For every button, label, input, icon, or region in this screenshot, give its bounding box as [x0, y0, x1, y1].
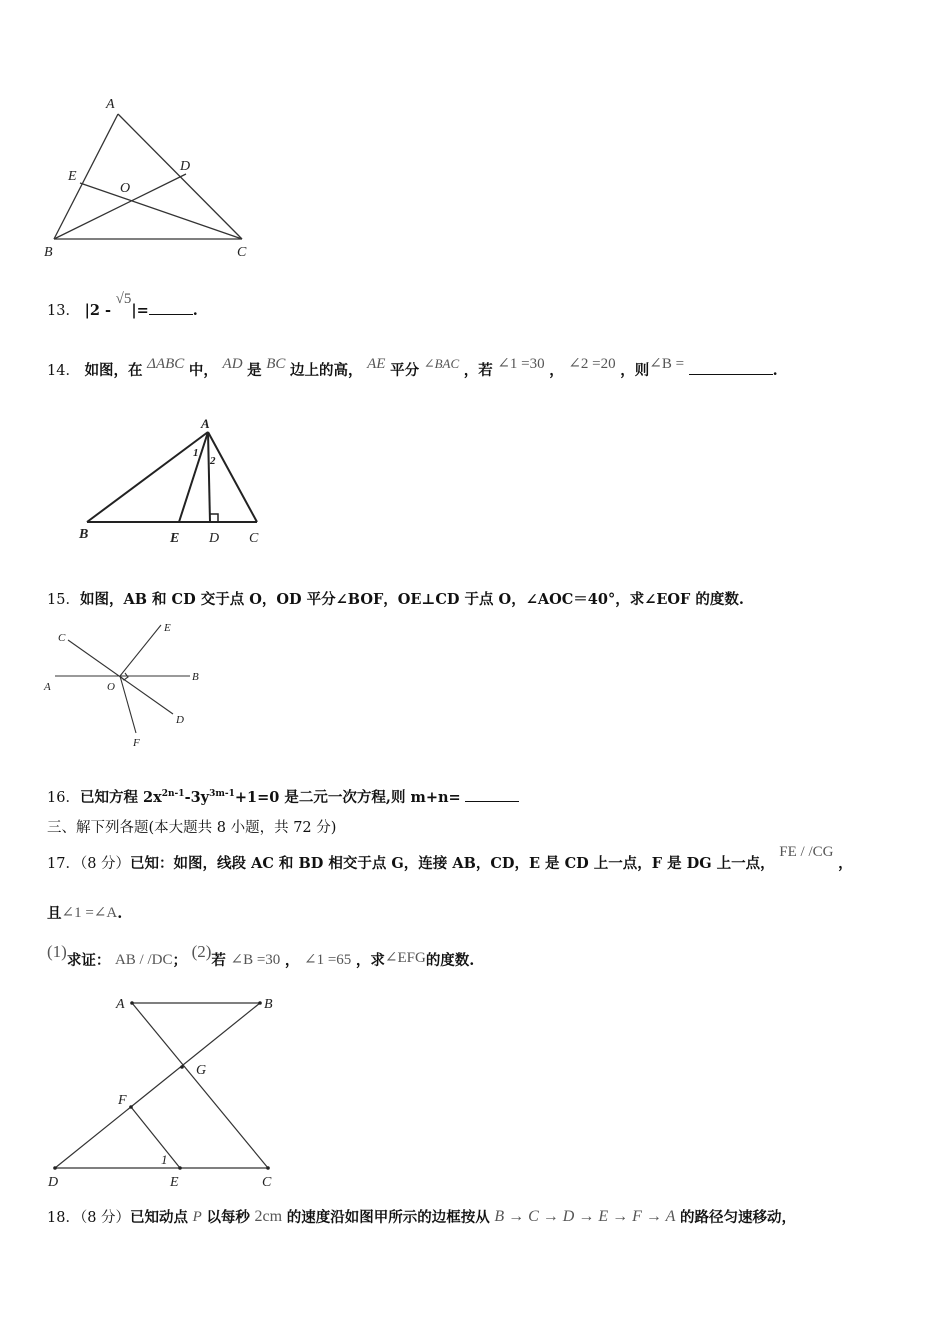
- q13-text-post: |=: [131, 302, 149, 319]
- q17-m2: ∠1 =∠A: [61, 905, 118, 921]
- q14-t7: ，: [549, 362, 564, 379]
- question-17-line-3: [47, 942, 475, 971]
- label-C: C: [237, 245, 247, 260]
- q18-m2: 2cm: [254, 1208, 283, 1225]
- q17-c2: ，: [284, 952, 300, 969]
- section-3-text: 三、解下列各题(本大题共 8 小题，共 72 分): [47, 820, 337, 836]
- label-G: G: [196, 1063, 207, 1078]
- q14-answer-blank[interactable]: [689, 360, 773, 375]
- q17-p2: (2): [191, 942, 212, 961]
- q13-number: 13．: [47, 303, 80, 319]
- question-16: [47, 784, 519, 808]
- q17-m3: AB / /DC: [114, 952, 173, 968]
- q15-text: 如图，AB 和 CD 交于点 O，OD 平分∠BOF，OE⊥CD 于点 O，∠AOC＝40°，求∠EOF 的度数.: [79, 591, 744, 608]
- q17-t6: 的度数.: [425, 952, 475, 969]
- label-B: B: [264, 997, 273, 1012]
- q14-number: 14．: [47, 363, 80, 379]
- q15-number: 15．: [47, 592, 80, 608]
- q14-t1: 如图，在: [84, 362, 143, 379]
- label-C: C: [58, 632, 66, 644]
- question-17-line-2: [47, 904, 122, 924]
- q18-number: 18．: [47, 1210, 80, 1226]
- question-18: [47, 1208, 796, 1228]
- figure-ab-parallel-dc: [40, 990, 290, 1190]
- q17-t1: 已知：如图，线段 AC 和 BD 相交于点 G，连接 AB，CD，E 是 CD 上一点，F 是 DG 上一点，: [130, 855, 775, 872]
- label-O: O: [120, 181, 131, 196]
- label-F: F: [133, 737, 140, 749]
- label-B: B: [79, 527, 89, 542]
- q14-m5: ∠BAC: [423, 356, 460, 371]
- label-B: B: [192, 671, 199, 683]
- label-1: 1: [161, 1152, 168, 1167]
- label-2: 2: [210, 455, 216, 467]
- q17-m5: ∠1 =65: [304, 952, 352, 968]
- q18-t1: 已知动点: [130, 1209, 189, 1226]
- q14-m6: ∠1 =30: [497, 356, 545, 372]
- label-E: E: [164, 622, 171, 634]
- q17-semi: ；: [172, 952, 187, 969]
- q14-m1: ΔABC: [147, 356, 185, 372]
- q16-t3: +1=0 是二元一次方程,则 m+n=: [234, 788, 461, 806]
- q14-m8: ∠B =: [649, 356, 685, 372]
- label-E: E: [68, 169, 77, 184]
- label-O: O: [107, 681, 115, 693]
- q17-number: 17．: [47, 856, 80, 872]
- q14-period: .: [772, 362, 778, 379]
- figure-intersecting-lines: [40, 615, 220, 755]
- label-F: F: [118, 1093, 127, 1108]
- question-15: [47, 590, 744, 610]
- label-D: D: [176, 714, 184, 726]
- question-13: [47, 291, 198, 321]
- q17-t5: ，求: [355, 952, 385, 969]
- q14-t2: 中，: [188, 362, 218, 379]
- label-D: D: [180, 159, 191, 174]
- q13-period: .: [192, 302, 198, 319]
- question-14: [47, 356, 778, 381]
- question-17-line-1: [47, 844, 853, 874]
- label-D: D: [209, 531, 220, 546]
- label-1: 1: [193, 447, 199, 459]
- q17-score: （8 分）: [79, 856, 131, 872]
- q18-t2: 以每秒: [206, 1209, 250, 1226]
- q13-text-pre: |2 -: [84, 302, 111, 319]
- label-A: A: [116, 997, 125, 1012]
- label-E: E: [170, 531, 180, 546]
- q14-t8: ，则: [620, 362, 650, 379]
- q14-t3: 是: [247, 362, 262, 379]
- q18-t4: 的路径匀速移动，: [679, 1209, 796, 1226]
- q17-comma: ，: [838, 855, 853, 872]
- q13-answer-blank[interactable]: [149, 300, 193, 315]
- q17-t2: 且: [47, 905, 62, 922]
- label-B: B: [44, 245, 53, 260]
- q16-answer-blank[interactable]: [465, 787, 519, 802]
- q17-dot: .: [117, 905, 123, 922]
- q14-t6: ，若: [463, 362, 493, 379]
- q18-t3: 的速度沿如图甲所示的边框按从: [286, 1209, 490, 1226]
- label-C: C: [262, 1175, 272, 1190]
- q14-m4: AE: [367, 356, 386, 372]
- label-E: E: [170, 1175, 179, 1190]
- q17-p1: (1): [47, 942, 67, 961]
- label-A: A: [106, 97, 115, 112]
- q18-m3: B → C → D → E → F → A: [494, 1208, 676, 1225]
- q13-sqrt: √5: [115, 291, 132, 307]
- q17-m4: ∠B =30: [230, 952, 281, 968]
- label-A: A: [44, 681, 51, 693]
- q16-t2: -3y: [184, 788, 210, 806]
- q16-number: 16．: [47, 789, 80, 806]
- q18-m1: P: [192, 1209, 202, 1225]
- label-A: A: [201, 416, 210, 431]
- label-C: C: [249, 531, 259, 546]
- label-D: D: [48, 1175, 59, 1190]
- q14-m3: BC: [266, 356, 286, 372]
- section-3-title: [47, 818, 336, 838]
- q17-m1: FE / /CG: [779, 844, 834, 860]
- q18-score: （8 分）: [79, 1210, 131, 1226]
- figure-triangle-altitude-bisector: [75, 412, 275, 552]
- figure-triangle-abc-cevians: [40, 92, 270, 267]
- q17-t3: 求证：: [66, 952, 111, 969]
- q17-m6: ∠EFG: [384, 950, 426, 966]
- q17-t4: 若: [211, 952, 226, 969]
- q14-m2: AD: [222, 356, 243, 372]
- q16-exp2: 3m-1: [209, 789, 235, 799]
- q16-t1: 已知方程 2x: [79, 788, 162, 806]
- q14-t4: 边上的高，: [290, 362, 363, 379]
- q14-m7: ∠2 =20: [568, 356, 616, 372]
- q14-t5: 平分: [390, 362, 420, 379]
- q16-exp1: 2n-1: [161, 789, 185, 799]
